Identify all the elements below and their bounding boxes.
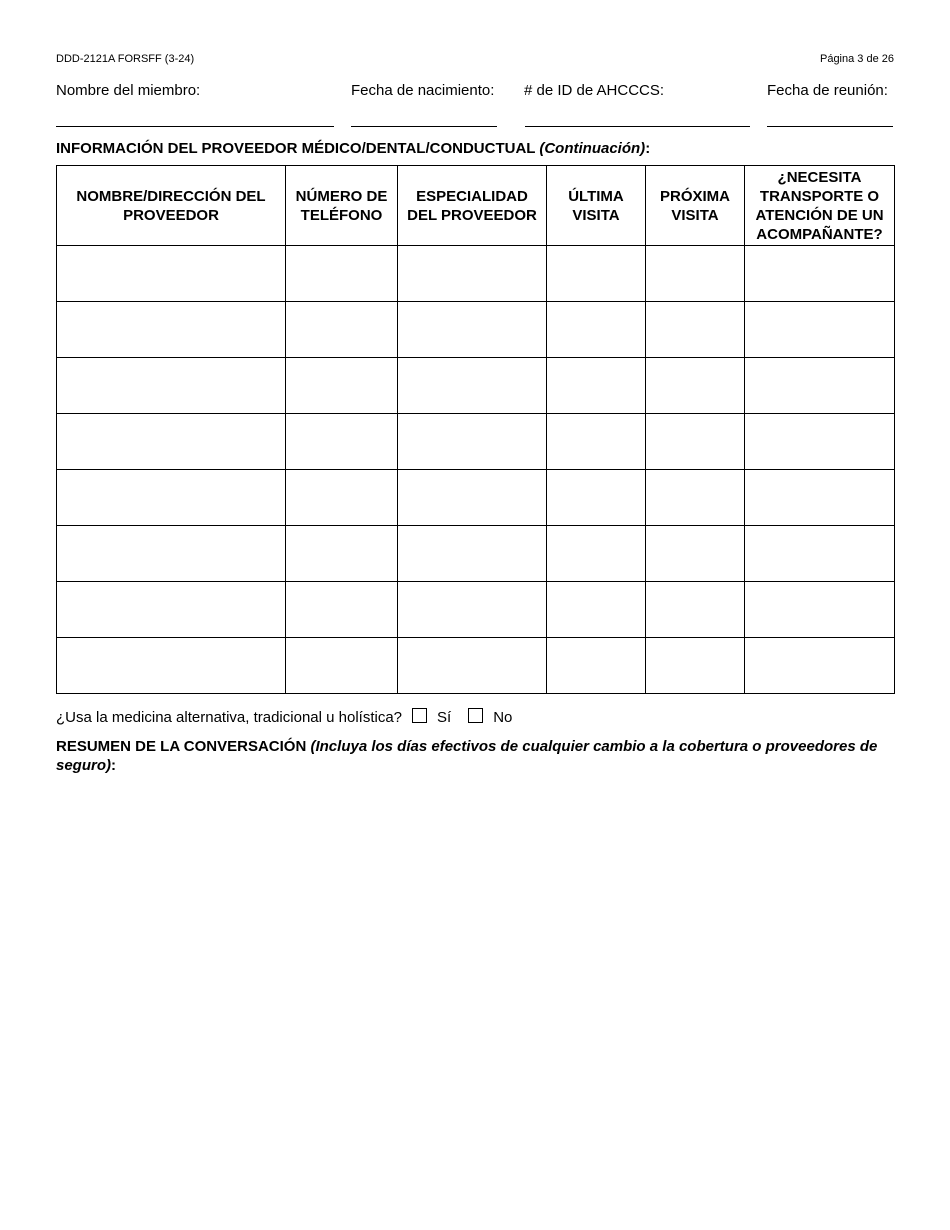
cell-next-visit[interactable] [646,246,745,302]
cell-specialty[interactable] [398,302,547,358]
provider-table [56,165,895,694]
alt-medicine-no-label: No [493,709,513,726]
cell-last-visit[interactable] [547,302,646,358]
cell-next-visit[interactable] [646,470,745,526]
table-row [57,302,895,358]
summary-colon: : [111,757,117,774]
cell-next-visit[interactable] [646,414,745,470]
section-title-text: INFORMACIÓN DEL PROVEEDOR MÉDICO/DENTAL/CONDUCTUAL [56,140,536,157]
cell-last-visit[interactable] [547,358,646,414]
cell-specialty[interactable] [398,246,547,302]
alt-medicine-no-checkbox[interactable] [468,708,483,723]
cell-phone[interactable] [286,638,398,694]
cell-provider[interactable] [57,582,286,638]
cell-specialty[interactable] [398,526,547,582]
alt-medicine-yes-checkbox[interactable] [412,708,427,723]
alt-medicine-yes-label: Sí [437,709,452,726]
conversation-summary-heading [56,737,896,775]
ahcccs-id-label: # de ID de AHCCCS: [524,82,665,99]
cell-last-visit[interactable] [547,470,646,526]
cell-transport[interactable] [745,638,895,694]
table-row [57,526,895,582]
cell-provider[interactable] [57,358,286,414]
cell-last-visit[interactable] [547,526,646,582]
table-row [57,638,895,694]
meeting-date-field[interactable] [767,126,893,127]
cell-last-visit[interactable] [547,414,646,470]
cell-phone[interactable] [286,582,398,638]
cell-transport[interactable] [745,246,895,302]
cell-specialty[interactable] [398,582,547,638]
table-header-row [57,166,895,246]
dob-field[interactable] [351,126,497,127]
table-row [57,582,895,638]
table-row [57,246,895,302]
cell-next-visit[interactable] [646,526,745,582]
cell-provider[interactable] [57,414,286,470]
cell-last-visit[interactable] [547,246,646,302]
cell-transport[interactable] [745,526,895,582]
cell-provider[interactable] [57,302,286,358]
cell-provider[interactable] [57,638,286,694]
column-header-transport: ¿NECESITA TRANSPORTE O ATENCIÓN DE UN ACOMPAÑANTE? [745,166,895,246]
cell-next-visit[interactable] [646,358,745,414]
alt-medicine-question [56,709,512,726]
member-name-label: Nombre del miembro: [56,82,201,99]
cell-specialty[interactable] [398,638,547,694]
table-row [57,470,895,526]
alt-medicine-question-text: ¿Usa la medicina alternativa, tradicional u holística? [56,709,403,726]
column-header-phone: NÚMERO DE TELÉFONO [286,166,398,246]
summary-note: (Incluya los días efectivos de cualquier cambio a la cobertura o proveedores de seguro) [56,738,878,774]
meeting-date-label: Fecha de reunión: [767,82,888,99]
member-name-field[interactable] [56,126,334,127]
cell-provider[interactable] [57,246,286,302]
cell-phone[interactable] [286,358,398,414]
cell-transport[interactable] [745,302,895,358]
cell-transport[interactable] [745,470,895,526]
column-header-provider: NOMBRE/DIRECCIÓN DEL PROVEEDOR [57,166,286,246]
cell-provider[interactable] [57,526,286,582]
cell-next-visit[interactable] [646,638,745,694]
cell-next-visit[interactable] [646,582,745,638]
summary-title: RESUMEN DE LA CONVERSACIÓN [56,738,307,755]
dob-label: Fecha de nacimiento: [351,82,495,99]
cell-phone[interactable] [286,246,398,302]
cell-phone[interactable] [286,302,398,358]
form-code: DDD-2121A FORSFF (3-24) [56,53,195,65]
section-title-colon: : [645,140,651,157]
cell-transport[interactable] [745,582,895,638]
cell-next-visit[interactable] [646,302,745,358]
cell-phone[interactable] [286,526,398,582]
table-row [57,358,895,414]
cell-specialty[interactable] [398,358,547,414]
cell-phone[interactable] [286,414,398,470]
cell-provider[interactable] [57,470,286,526]
ahcccs-id-field[interactable] [525,126,750,127]
cell-last-visit[interactable] [547,638,646,694]
cell-transport[interactable] [745,358,895,414]
cell-specialty[interactable] [398,414,547,470]
column-header-last-visit: ÚLTIMA VISITA [547,166,646,246]
table-row [57,414,895,470]
column-header-next-visit: PRÓXIMA VISITA [646,166,745,246]
section-title [56,140,650,157]
cell-transport[interactable] [745,414,895,470]
cell-last-visit[interactable] [547,582,646,638]
page-number: Página 3 de 26 [819,53,894,65]
section-title-continuation: (Continuación) [539,140,646,157]
cell-specialty[interactable] [398,470,547,526]
cell-phone[interactable] [286,470,398,526]
column-header-specialty: ESPECIALIDAD DEL PROVEEDOR [398,166,547,246]
